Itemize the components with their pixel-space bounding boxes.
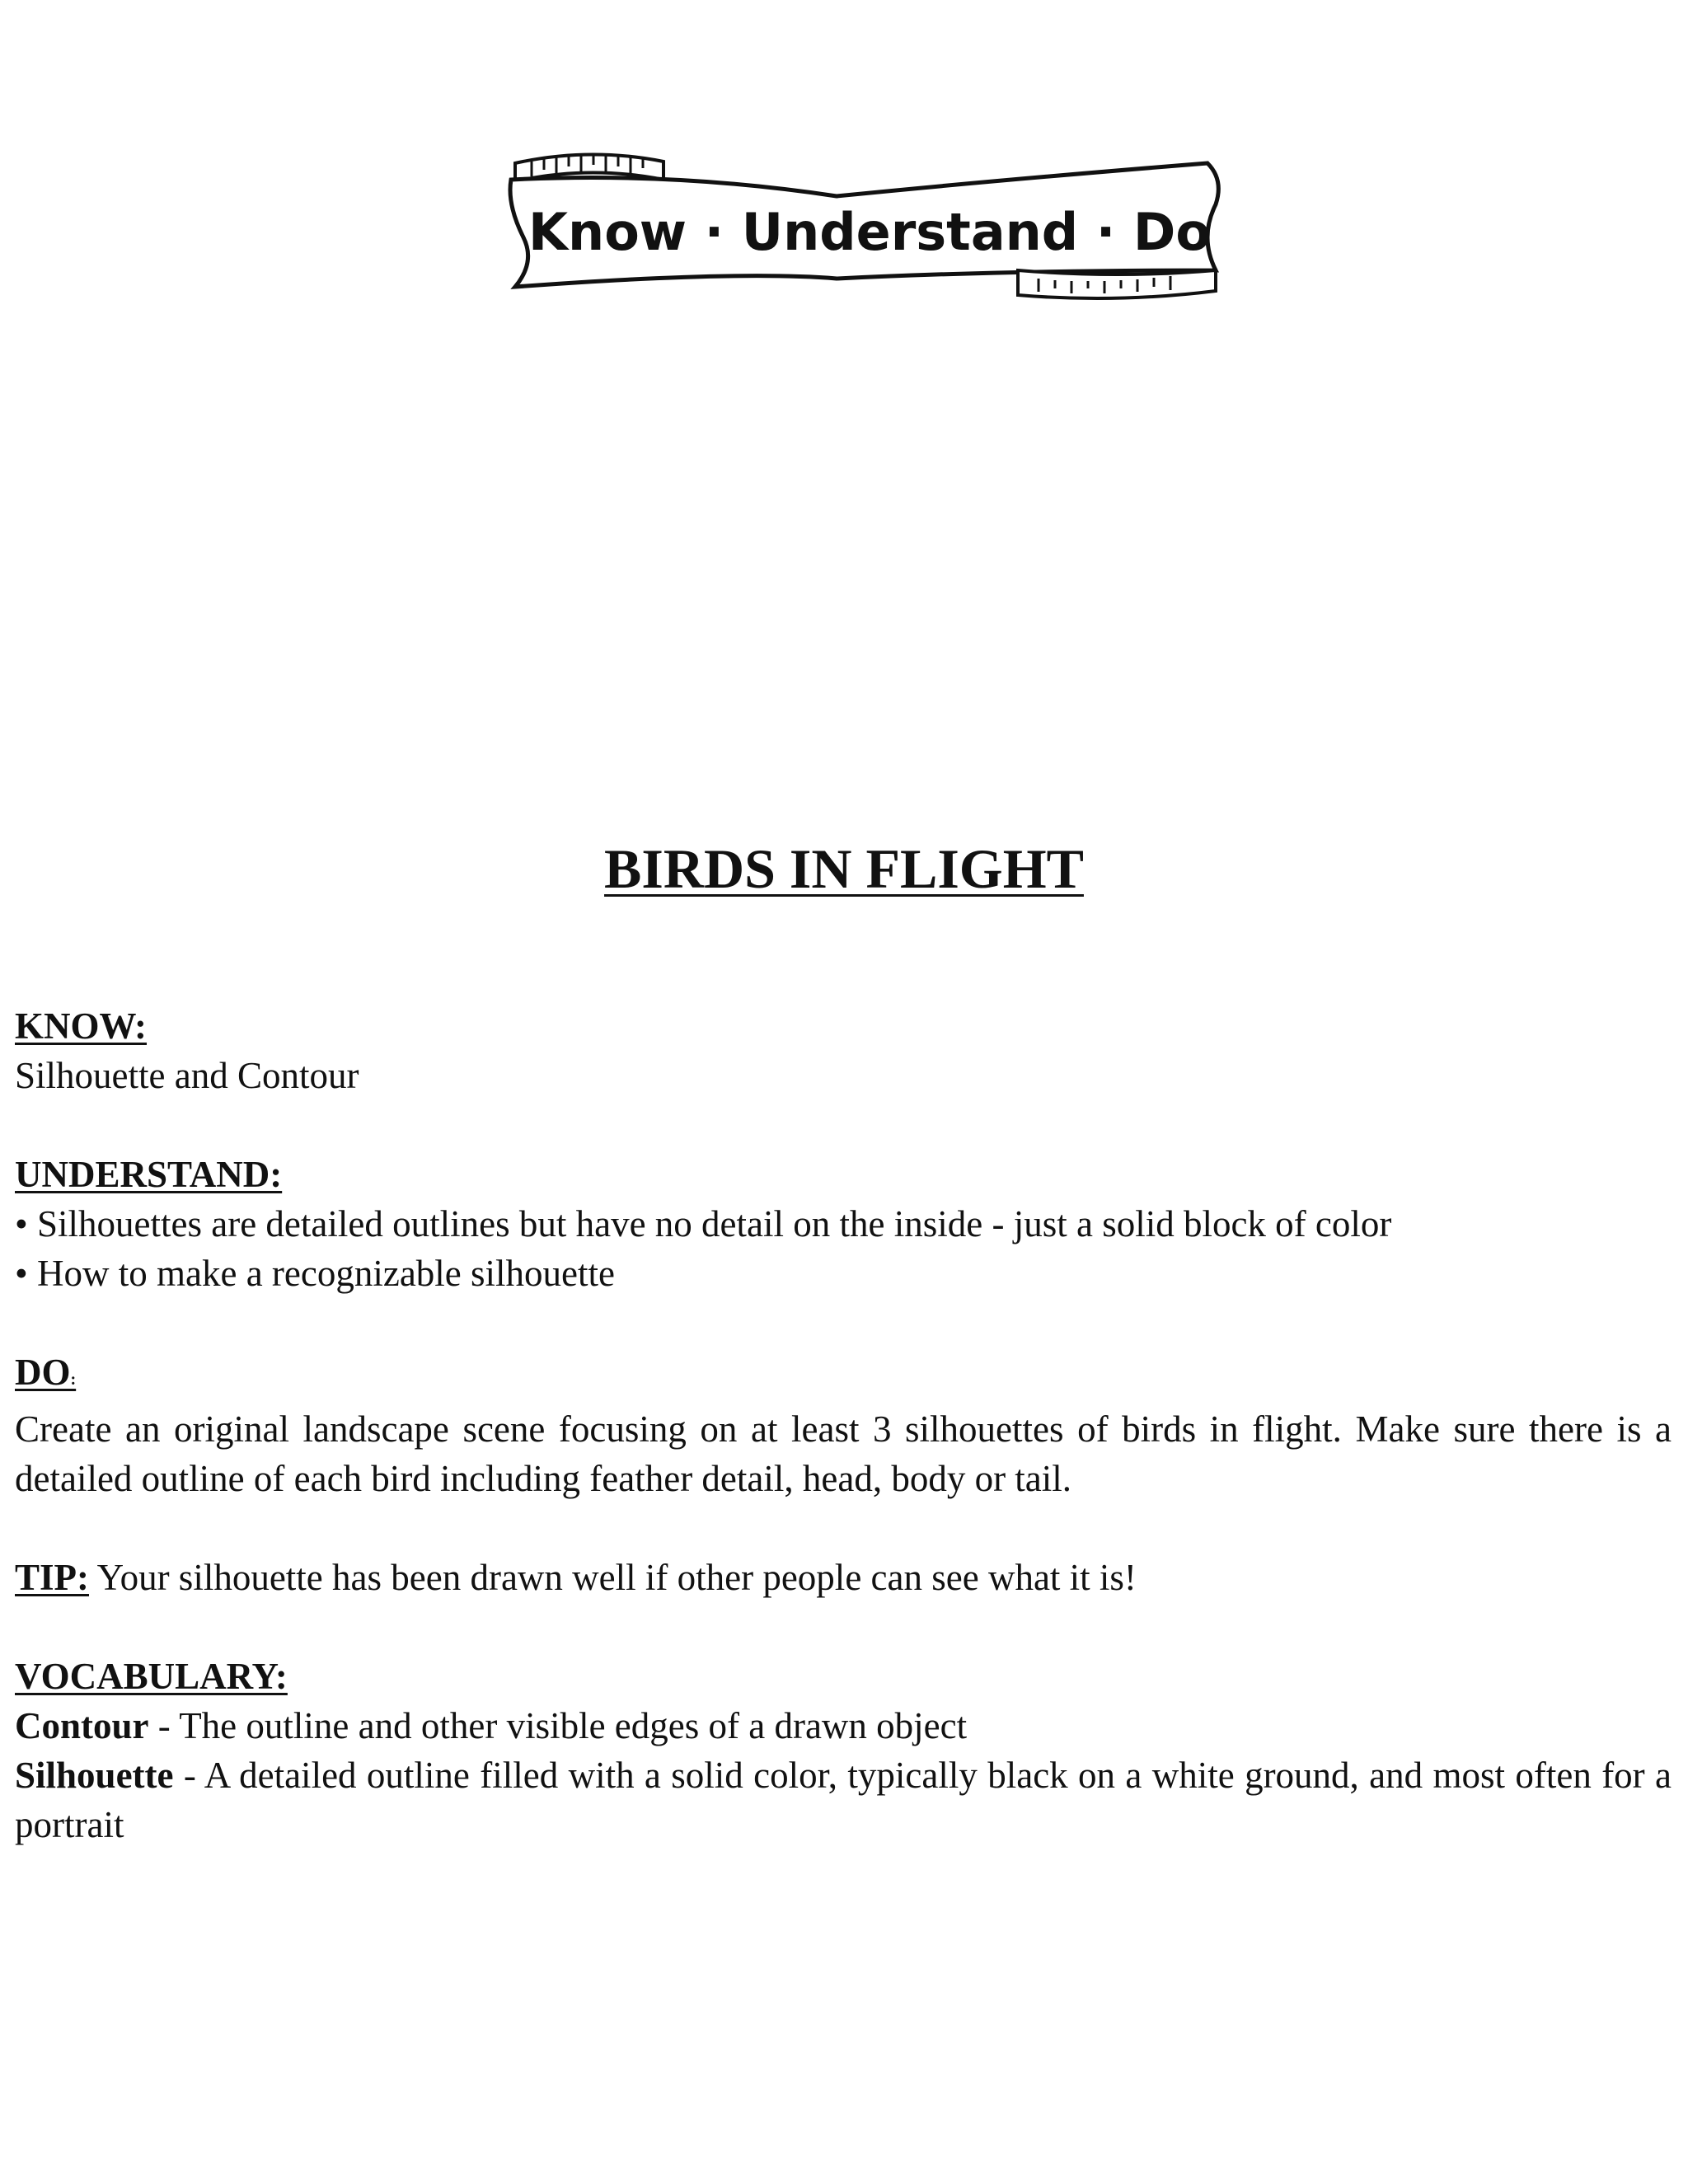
do-heading-colon: : (70, 1371, 77, 1389)
vocabulary-heading: VOCABULARY: (15, 1656, 288, 1697)
document-body (15, 1001, 1672, 1899)
vocabulary-definition: - A detailed outline filled with a solid color, typically black on a white ground, and most often for a portrait (15, 1755, 1672, 1845)
vocabulary-entry (15, 1750, 1672, 1849)
understand-item: • How to make a recognizable silhouette (15, 1253, 615, 1294)
understand-heading: UNDERSTAND: (15, 1154, 283, 1195)
vocabulary-section (15, 1652, 1672, 1849)
page-title: BIRDS IN FLIGHT (604, 837, 1084, 900)
do-heading-label: DO (15, 1352, 71, 1393)
know-text: Silhouette and Contour (15, 1055, 359, 1096)
do-section (15, 1347, 1672, 1503)
do-text: Create an original landscape scene focusing on at least 3 silhouettes of birds in flight. Make sure there is a detailed outline of each bird including feather detail, head, body or tail. (15, 1408, 1672, 1499)
tip-section (15, 1553, 1672, 1602)
vocabulary-term: Silhouette (15, 1755, 174, 1796)
vocabulary-definition: - The outline and other visible edges of a drawn object (148, 1705, 968, 1746)
tip-text: Your silhouette has been drawn well if other people can see what it is! (89, 1557, 1137, 1598)
tip-label: TIP: (15, 1557, 89, 1598)
know-section (15, 1001, 1672, 1100)
know-heading: KNOW: (15, 1005, 148, 1047)
do-heading (15, 1347, 1672, 1404)
vocabulary-entry (15, 1701, 1672, 1750)
logo-text: Know · Understand · Do (528, 202, 1211, 262)
vocabulary-term: Contour (15, 1705, 149, 1746)
understand-item: • Silhouettes are detailed outlines but have no detail on the inside - just a solid block of color (15, 1203, 1392, 1244)
know-understand-do-logo (490, 147, 1232, 320)
understand-section (15, 1150, 1672, 1298)
